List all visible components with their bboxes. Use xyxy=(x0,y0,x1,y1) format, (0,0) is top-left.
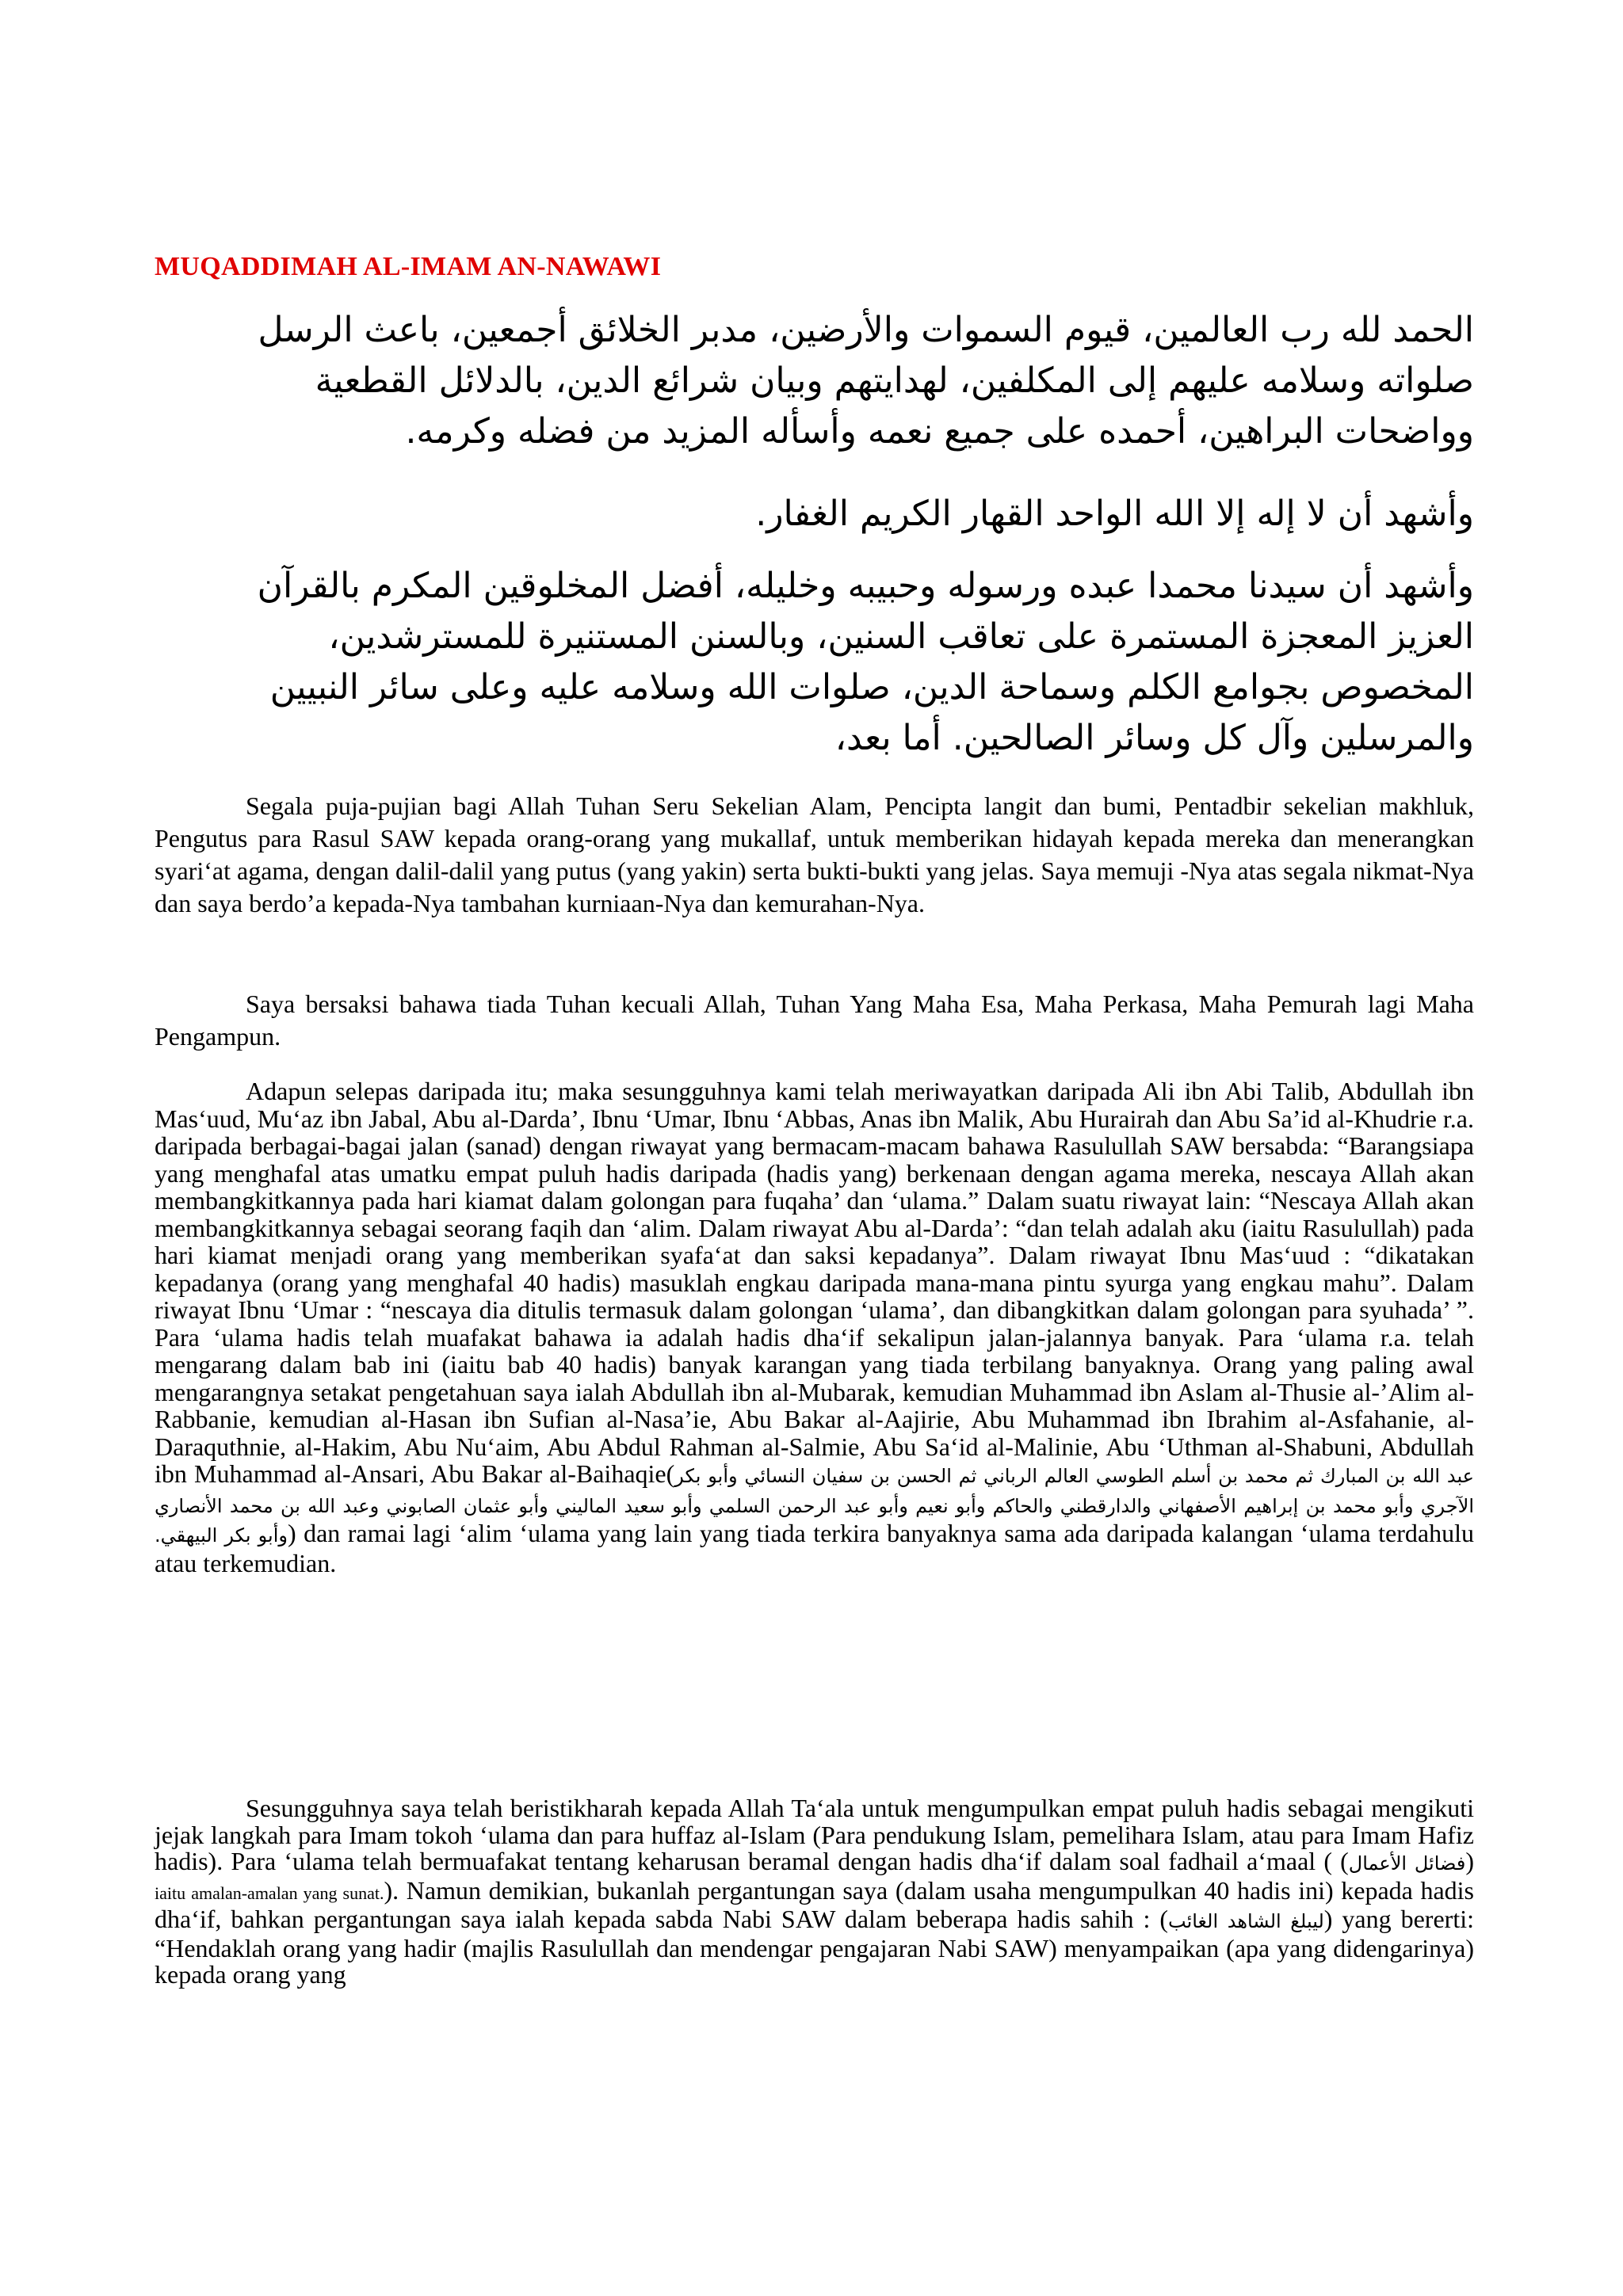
arabic-hadith-phrase: ليبلغ الشاهد الغائب xyxy=(1168,1910,1324,1932)
paragraph-text: ) yang bererti: “Hendaklah orang yang hadir (majlis Rasulullah dan mendengar pengajaran Nabi SAW) menyampaikan (apa yang didengarinya) kepada orang yang xyxy=(155,1905,1474,1989)
arabic-fadhail-amal: فضائل الأعمال xyxy=(1348,1852,1466,1875)
paragraph-text: ) xyxy=(1465,1847,1474,1875)
paragraph-text: Sesungguhnya saya telah beristikharah kepada Allah Ta‘ala untuk mengumpulkan empat puluh hadis sebagai mengikuti jejak langkah para Imam tokoh ‘ulama dan para huffaz al-Islam (Para pendukung Islam, pemelihara Islam, atau para Imam Hafiz hadis). Para ‘ulama telah bermuafakat tentang keharusan beramal dengan hadis dha‘if dalam soal fadhail a‘maal ( ( xyxy=(155,1794,1474,1875)
arabic-testimony-block xyxy=(155,489,1474,540)
arabic-line: الحمد لله رب العالمين، قيوم السموات والأرضين، مدبر الخلائق أجمعين، باعث الرسل xyxy=(258,310,1474,350)
paragraph-text: ) dan ramai lagi ‘alim ‘ulama yang lain yang tiada terkira banyaknya sama ada daripada kalangan ‘ulama terdahulu atau terkemudian. xyxy=(155,1519,1474,1577)
arabic-line: وواضحات البراهين، أحمده على جميع نعمه وأسأله المزيد من فضله وكرمه. xyxy=(405,411,1474,452)
arabic-line: المخصوص بجوامع الكلم وسماحة الدين، صلوات الله وسلامه عليه وعلى سائر النبيين xyxy=(269,667,1474,707)
paragraph-note: iaitu amalan-amalan yang sunat. xyxy=(155,1882,384,1903)
paragraph-testimony-translation: Saya bersaksi bahawa tiada Tuhan kecuali Allah, Tuhan Yang Maha Esa, Maha Perkasa, Maha Pemurah lagi Maha Pengampun. xyxy=(155,990,1474,1051)
arabic-line: صلواته وسلامه عليهم إلى المكلفين، لهدايتهم وبيان شرائع الدين، بالدلائل القطعية xyxy=(315,360,1474,401)
paragraph-istikharah xyxy=(155,1795,1474,1989)
arabic-praise-block xyxy=(155,305,1474,457)
arabic-prophet-block xyxy=(155,561,1474,764)
arabic-scholars-list: عبد الله بن المبارك ثم محمد بن أسلم الطوسي العالم الرباني ثم الحسن بن سفيان النسائي وأبو بكر الآجري وأبو محمد بن إبراهيم الأصفهاني والدارقطني والحاكم وأبو نعيم وأبو عبد الرحمن السلمي وأبو سعيد الماليني وأبو عثمان الصابوني وعبد الله بن محمد الأنصاري وأبو بكر البيهقي. xyxy=(155,1465,1475,1547)
paragraph-text: ). Namun demikian, bukanlah pergantungan saya (dalam usaha mengumpulkan 40 hadis ini) kepada hadis dha‘if, bahkan pergantungan saya ialah kepada sabda Nabi SAW dalam beberapa hadis sahih : ( xyxy=(155,1875,1475,1933)
arabic-line: والمرسلين وآل كل وسائر الصالحين. أما بعد، xyxy=(834,718,1474,758)
arabic-line: وأشهد أن لا إله إلا الله الواحد القهار الكريم الغفار. xyxy=(755,494,1474,534)
page-title: MUQADDIMAH AL-IMAM AN-NAWAWI xyxy=(155,252,662,281)
paragraph-hadith-narrations xyxy=(155,1077,1474,1577)
arabic-line: وأشهد أن سيدنا محمدا عبده ورسوله وحبيبه وخليله، أفضل المخلوقين المكرم بالقرآن xyxy=(257,566,1474,606)
paragraph-text: Adapun selepas daripada itu; maka sesungguhnya kami telah meriwayatkan daripada Ali ibn Abi Talib, Abdullah ibn Mas‘uud, Mu‘az ibn Jabal, Abu al-Darda’, Ibnu ‘Umar, Ibnu ‘Abbas, Anas ibn Malik, Abu Hurairah dan Abu Sa’id al-Khudrie r.a. daripada berbagai-bagai jalan (sanad) dengan riwayat yang bermacam-macam bahawa Rasulullah SAW bersabda: “Barangsiapa yang menghafal atas umatku empat puluh hadis daripada (hadis yang) berkenaan dengan agama mereka, nescaya Allah akan membangkitkannya pada hari kiamat dalam golongan para fuqaha’ dan ‘ulama.” Dalam suatu riwayat lain: “Nescaya Allah akan membangkitkannya sebagai seorang faqih dan ‘alim. Dalam riwayat Abu al-Darda’: “dan telah adalah aku (iaitu Rasulullah) pada hari kiamat menjadi orang yang memberikan syafa‘at dan saksi kepadanya”. Dalam riwayat Ibnu Mas‘uud : “dikatakan kepadanya (orang yang menghafal 40 hadis) masuklah engkau daripada mana-mana pintu syurga yang engkau mahu”. Dalam riwayat Ibnu ‘Umar : “nescaya dia ditulis termasuk dalam golongan ‘ulama’, dan dibangkitkan dalam golongan para syuhada’ ”. Para ‘ulama hadis telah muafakat bahawa ia adalah hadis dha‘if sekalipun jalan-jalannya banyak. Para ‘ulama r.a. telah mengarang dalam bab ini (iaitu bab 40 hadis) banyak karangan yang tiada terbilang banyaknya. Orang yang paling awal mengarangnya setakat pengetahuan saya ialah Abdullah ibn al-Mubarak, kemudian Muhammad ibn Aslam al-Thusie al-’Alim al-Rabbanie, kemudian al-Hasan ibn Sufian al-Nasa’ie, Abu Bakar al-Aajirie, Abu Muhammad ibn Ibrahim al-Asfahanie, al-Daraquthnie, al-Hakim, Abu Nu‘aim, Abu Abdul Rahman al-Salmie, Abu Sa‘id al-Malinie, Abu ‘Uthman al-Shabuni, Abdullah ibn Muhammad al-Ansari, Abu Bakar al-Baihaqie( xyxy=(155,1077,1474,1488)
paragraph-praise-translation: Segala puja-pujian bagi Allah Tuhan Seru Sekelian Alam, Pencipta langit dan bumi, Pentadbir sekelian makhluk, Pengutus para Rasul SAW kepada orang-orang yang mukallaf, untuk memberikan hidayah kepada mereka dan menerangkan syari‘at agama, dengan dalil-dalil yang putus (yang yakin) serta bukti-bukti yang jelas. Saya memuji -Nya atas segala nikmat-Nya dan saya berdo’a kepada-Nya tambahan kurniaan-Nya dan kemurahan-Nya. xyxy=(155,791,1474,917)
arabic-line: العزيز المعجزة المستمرة على تعاقب السنين، وبالسنن المستنيرة للمسترشدين، xyxy=(328,616,1474,657)
